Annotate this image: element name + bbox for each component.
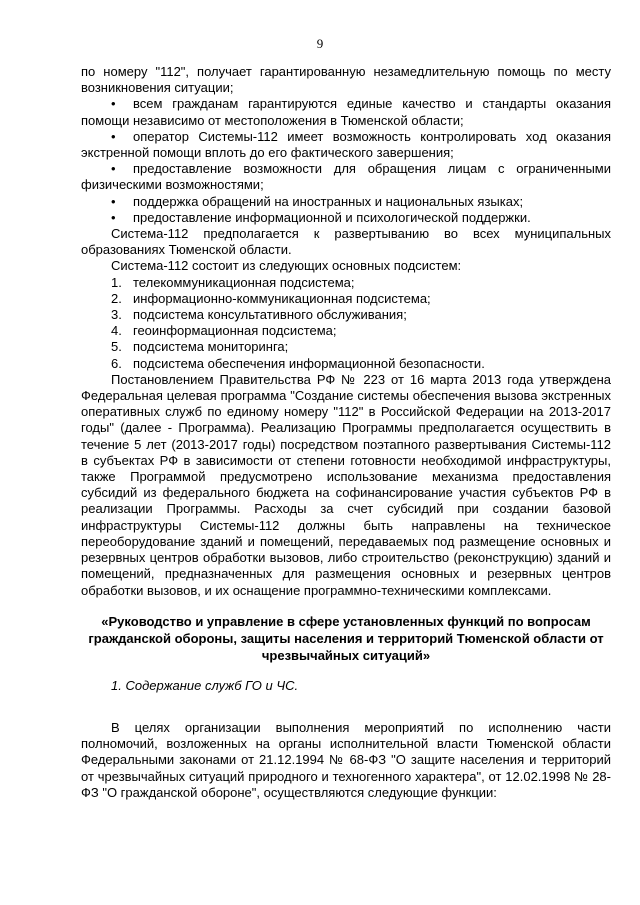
item-text: телекоммуникационная подсистема; [133, 274, 355, 290]
numbered-item [81, 339, 611, 355]
bullet-text: оператор Системы-112 имеет возможность контролировать ход оказания экстренной помощи вплоть до его фактического завершения; [81, 128, 611, 161]
bullet-text: всем гражданам гарантируются единые качество и стандарты оказания помощи независимо от местоположения в Тюменской области; [81, 96, 611, 128]
subsection-heading: 1. Содержание служб ГО и ЧС. [111, 677, 299, 693]
item-number: 6. [111, 355, 122, 371]
item-text: информационно-коммуникационная подсистема; [133, 290, 431, 306]
paragraph-deployment: Система-112 предполагается к развертыванию во всех муниципальных образованиях Тюменской области. [81, 226, 611, 258]
bullet-item [81, 194, 611, 210]
numbered-item [81, 323, 611, 339]
bullet-icon: • [111, 193, 116, 209]
bullet-item [81, 96, 611, 128]
item-number: 5. [111, 339, 122, 355]
bullet-item [81, 161, 611, 193]
bullet-item [81, 210, 611, 226]
paragraph-intro: по номеру "112", получает гарантированную незамедлительную помощь по месту возникновения ситуации; [81, 64, 611, 96]
bullet-icon: • [111, 209, 116, 225]
numbered-item [81, 307, 611, 323]
bullet-icon: • [111, 161, 116, 177]
numbered-list [81, 275, 611, 372]
paragraph-functions: В целях организации выполнения мероприятий по исполнению части полномочий, возложенных на органы исполнительной власти Тюменской области Федеральными законами от 21.12.1994 № 68-ФЗ "О защите населения и территорий от чрезвычайных ситуаций природного и техногенного характера", от 12.02.1998 № 28-ФЗ "О гражданской обороне", осуществляются следующие функции: [81, 719, 611, 800]
bullet-item [81, 129, 611, 161]
numbered-item [81, 275, 611, 291]
bullet-icon: • [111, 96, 116, 112]
bullet-text: поддержка обращений на иностранных и национальных языках; [133, 193, 524, 209]
item-text: подсистема мониторинга; [133, 339, 289, 355]
bullet-text: предоставление информационной и психологической поддержки. [133, 209, 531, 225]
paragraph-program: Постановлением Правительства РФ № 223 от 16 марта 2013 года утверждена Федеральная целевая программа "Создание системы обеспечения вызова экстренных оперативных служб по единому номеру "112" в Российской Федерации на 2013-2017 годы" (далее - Программа). Реализацию Программы предполагается осуществить в течение 5 лет (2013-2017 годы) посредством поэтапного развертывания Системы-112 в субъектах РФ в зависимости от степени готовности необходимой инфраструктуры, также Программой предусмотрено использование механизма предоставления субсидий из федерального бюджета на софинансирование участия субъектов РФ в реализации Программы. Расходы за счет субсидий при создании базовой инфраструктуры Системы-112 должны быть направлены на техническое переоборудование зданий и помещений, передаваемых под размещение основных и резервных центров обработки вызовов, либо строительство (реконструкцию) зданий и помещений, предназначенных для размещения основных и резервных центров обработки вызовов, и их оснащение программно-техническими комплексами. [81, 371, 611, 598]
item-text: подсистема обеспечения информационной безопасности. [133, 355, 485, 371]
item-text: подсистема консультативного обслуживания; [133, 307, 407, 323]
item-number: 2. [111, 290, 122, 306]
item-number: 3. [111, 307, 122, 323]
page-number: 9 [316, 36, 324, 51]
bullet-list [81, 96, 611, 226]
page-content [81, 64, 611, 801]
item-number: 4. [111, 323, 122, 339]
item-number: 1. [111, 274, 122, 290]
bullet-icon: • [111, 128, 116, 144]
numbered-item [81, 291, 611, 307]
item-text: геоинформационная подсистема; [133, 323, 337, 339]
bullet-text: предоставление возможности для обращения лицам с ограниченными физическими возможностями; [81, 161, 611, 193]
paragraph-subsystems-intro: Система-112 состоит из следующих основных подсистем: [111, 258, 462, 274]
section-heading: «Руководство и управление в сфере установленных функций по вопросам гражданской обороны, защиты населения и территорий Тюменской области от чрезвычайных ситуаций» [88, 613, 604, 663]
numbered-item [81, 356, 611, 372]
